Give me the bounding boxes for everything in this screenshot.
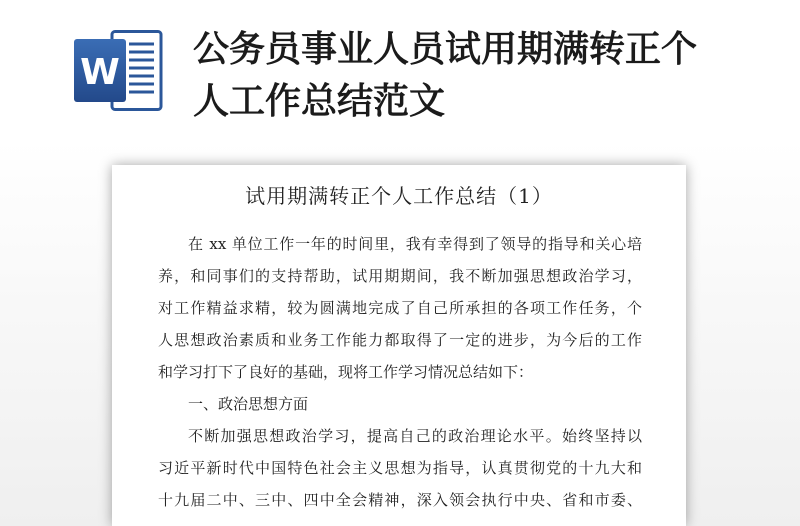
text-line: 和学习打下了良好的基础，现将工作学习情况总结如下：	[158, 363, 534, 381]
text-line: 对工作精益求精，较为圆满地完成了自己所承担的各项工作任务，个	[158, 299, 642, 317]
document-body	[158, 228, 642, 516]
text-line: 十九届二中、三中、四中全会精神，深入领会执行中央、省和市委、	[158, 491, 642, 509]
paragraph	[158, 420, 642, 516]
document-title: 试用期满转正个人工作总结（1）	[245, 184, 553, 208]
document-page	[112, 165, 686, 526]
text-line: 在 xx 单位工作一年的时间里，我有幸得到了领导的指导和关心培	[188, 235, 642, 253]
page-title-line: 人工作总结范文	[193, 81, 446, 122]
text-line: 习近平新时代中国特色社会主义思想为指导，认真贯彻党的十九大和	[158, 459, 642, 477]
text-line: 养，和同事们的支持帮助，试用期期间，我不断加强思想政治学习，	[158, 267, 642, 285]
text-line: 一、政治思想方面	[188, 395, 309, 413]
word-icon	[74, 30, 164, 112]
word-icon-letter: W	[80, 52, 120, 93]
text-line: 不断加强思想政治学习，提高自己的政治理论水平。始终坚持以	[188, 427, 642, 445]
text-line: 人思想政治素质和业务工作能力都取得了一定的进步，为今后的工作	[158, 331, 642, 349]
paragraph	[158, 228, 642, 388]
page-title-line: 公务员事业人员试用期满转正个	[193, 29, 698, 70]
page-title	[193, 24, 783, 128]
section-heading	[158, 388, 642, 420]
